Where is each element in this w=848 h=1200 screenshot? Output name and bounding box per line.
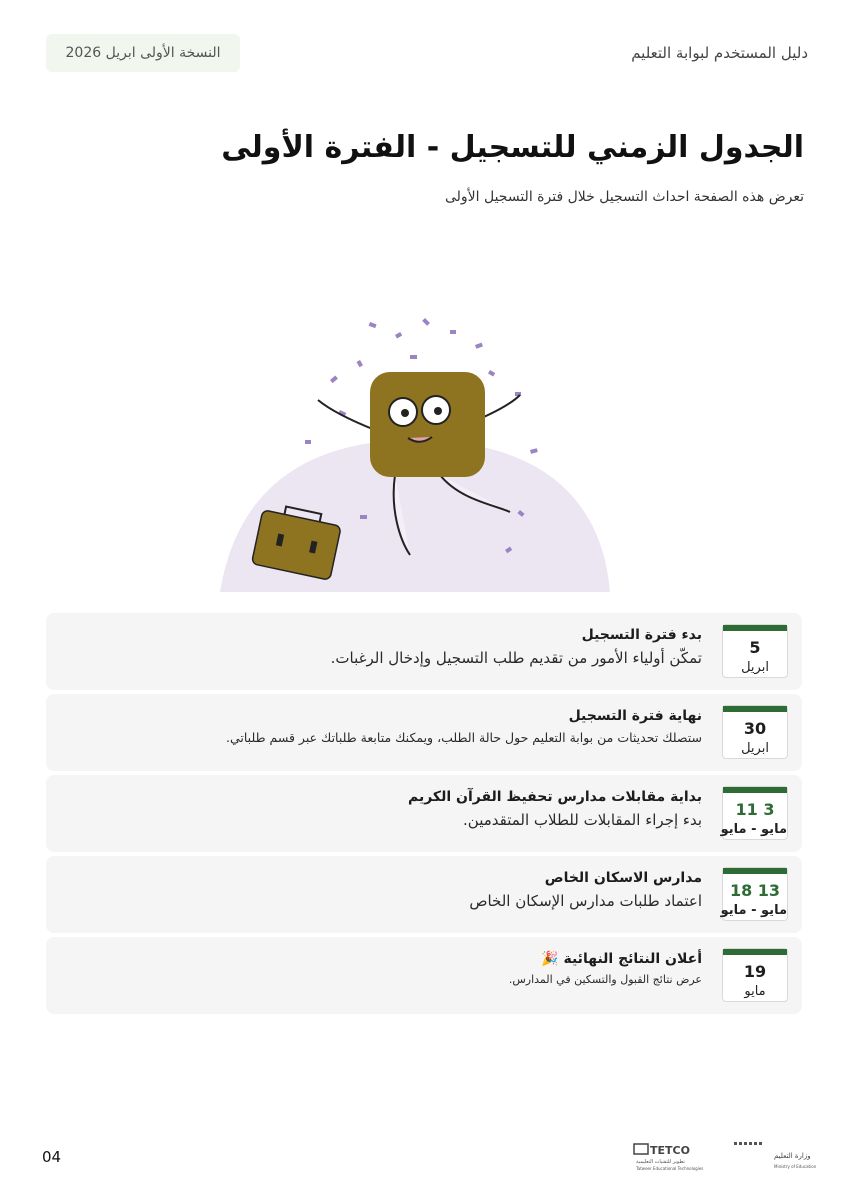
event-description: عرض نتائج القبول والتسكين في المدارس.	[508, 973, 702, 986]
edition-badge	[46, 34, 240, 72]
mascot-body	[370, 372, 485, 477]
event-day: 19	[743, 962, 767, 981]
date-card	[722, 786, 788, 840]
svg-text:تطوير للتقنيات التعليمية: تطوير للتقنيات التعليمية	[636, 1159, 685, 1165]
left-arm	[318, 400, 375, 430]
event-month: مايو - مايو	[720, 903, 787, 918]
page-title: الجدول الزمني للتسجيل - الفترة الأولى	[221, 130, 804, 165]
timeline-event	[46, 694, 802, 771]
tetco-logo	[634, 1144, 703, 1171]
event-title: نهاية فترة التسجيل	[568, 708, 702, 724]
page-number: 04	[42, 1148, 62, 1166]
svg-text:وزارة التعليم: وزارة التعليم	[774, 1152, 811, 1160]
date-card-bar	[723, 625, 787, 631]
event-day: 5	[749, 638, 761, 657]
timeline-event	[46, 937, 802, 1014]
date-card-bar	[723, 706, 787, 712]
timeline-event	[46, 856, 802, 933]
registration-timeline	[46, 613, 802, 1018]
date-card	[722, 867, 788, 921]
edition-label: النسخة الأولى ابريل 2026	[65, 45, 221, 61]
svg-text:Ministry of Education: Ministry of Education	[774, 1164, 817, 1169]
date-card	[722, 948, 788, 1002]
svg-text:Tatweer Educational Technologi: Tatweer Educational Technologies	[636, 1166, 704, 1171]
header-guide-title: دليل المستخدم لبوابة التعليم	[631, 44, 808, 62]
svg-text:TETCO: TETCO	[650, 1144, 690, 1157]
event-month: مايو	[744, 984, 766, 999]
event-title: بدء فترة التسجيل	[581, 627, 702, 643]
ministry-logo	[734, 1142, 817, 1169]
event-description: اعتماد طلبات مدارس الإسكان الخاص	[469, 892, 702, 910]
event-month: مايو - مايو	[720, 822, 787, 837]
celebration-illustration	[210, 300, 620, 600]
event-description: بدء إجراء المقابلات للطلاب المتقدمين.	[463, 811, 702, 829]
event-title: بداية مقابلات مدارس تحفيظ القرآن الكريم	[407, 789, 702, 805]
event-month: ابريل	[741, 741, 769, 756]
event-day: 13 18	[729, 881, 781, 900]
event-title: مدارس الاسكان الخاص	[544, 870, 702, 886]
event-month: ابريل	[741, 660, 769, 675]
date-card	[722, 624, 788, 678]
timeline-event	[46, 613, 802, 690]
timeline-event	[46, 775, 802, 852]
event-description: ستصلك تحديثات من بوابة التعليم حول حالة الطلب، ويمكنك متابعة طلباتك عبر قسم طلباتي.	[226, 730, 702, 745]
date-card-bar	[723, 949, 787, 955]
event-title: أعلان النتائج النهائية 🎉	[541, 951, 702, 967]
date-card	[722, 705, 788, 759]
event-day: 30	[743, 719, 767, 738]
event-description: تمكّن أولياء الأمور من تقديم طلب التسجيل وإدخال الرغبات.	[330, 649, 702, 667]
page-subtitle: تعرض هذه الصفحة احداث التسجيل خلال فترة التسجيل الأولى	[444, 189, 804, 205]
event-day: 3 11	[735, 800, 775, 819]
date-card-bar	[723, 787, 787, 793]
footer-logos	[634, 1136, 817, 1176]
date-card-bar	[723, 868, 787, 874]
